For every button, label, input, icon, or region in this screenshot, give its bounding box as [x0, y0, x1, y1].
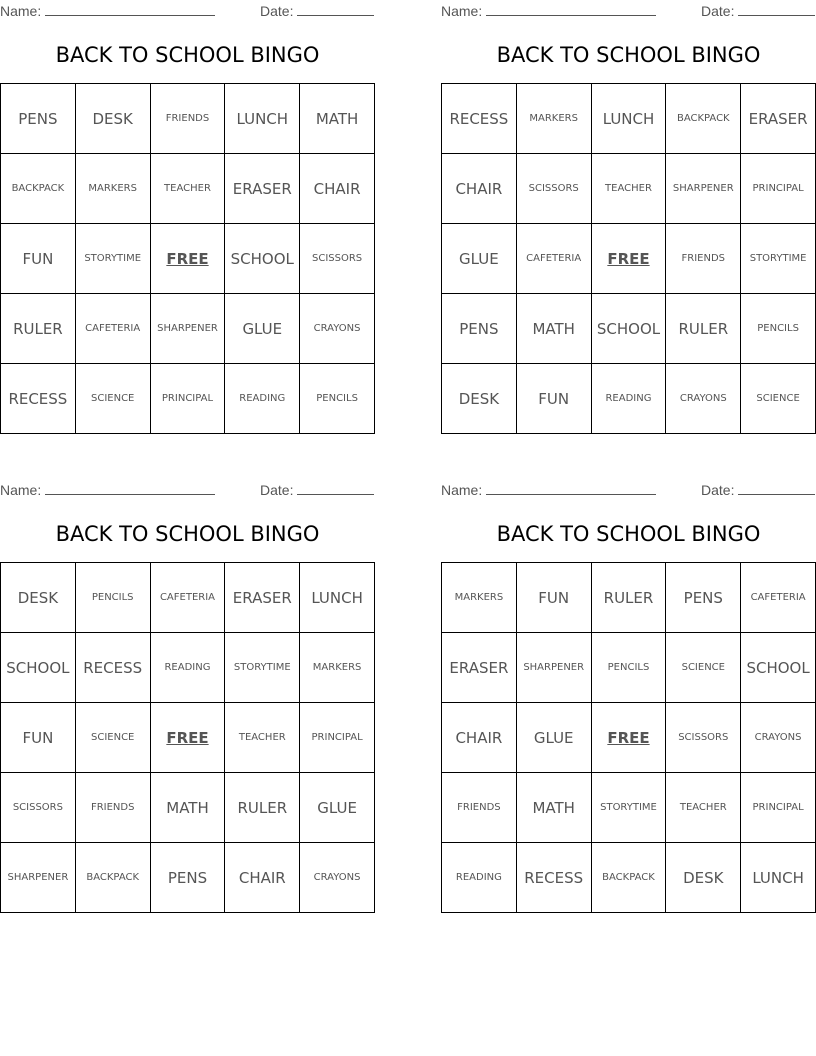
- bingo-cell: SCISSORS: [517, 154, 592, 224]
- bingo-cell: FRIENDS: [151, 84, 226, 154]
- bingo-cell: SCIENCE: [76, 703, 151, 773]
- bingo-cell: CRAYONS: [741, 703, 816, 773]
- bingo-cell: BACKPACK: [592, 843, 667, 913]
- bingo-cell: RULER: [225, 773, 300, 843]
- name-field: [441, 481, 656, 499]
- bingo-cell: CRAYONS: [666, 364, 741, 434]
- bingo-cell: CRAYONS: [300, 294, 375, 364]
- bingo-cell: SHARPENER: [151, 294, 226, 364]
- date-field: [701, 481, 815, 499]
- bingo-cell: PENCILS: [76, 563, 151, 633]
- date-label: Date:: [701, 482, 735, 498]
- bingo-cell: PRINCIPAL: [741, 773, 816, 843]
- bingo-cell: STORYTIME: [225, 633, 300, 703]
- bingo-cell: READING: [442, 843, 517, 913]
- name-label: Name:: [0, 482, 42, 498]
- bingo-cell: CAFETERIA: [517, 224, 592, 294]
- free-space-cell: FREE: [151, 224, 226, 294]
- bingo-cell: GLUE: [442, 224, 517, 294]
- bingo-cell: ERASER: [442, 633, 517, 703]
- bingo-cell: RECESS: [442, 84, 517, 154]
- bingo-cell: TEACHER: [592, 154, 667, 224]
- bingo-cell: READING: [225, 364, 300, 434]
- bingo-cell: DESK: [442, 364, 517, 434]
- bingo-grid: [0, 83, 375, 434]
- date-label: Date:: [701, 3, 735, 19]
- bingo-cell: FRIENDS: [666, 224, 741, 294]
- bingo-card-4: [441, 479, 816, 919]
- name-blank-line: [45, 482, 215, 495]
- bingo-cell: SCIENCE: [76, 364, 151, 434]
- bingo-cell: CHAIR: [300, 154, 375, 224]
- bingo-cell: DESK: [666, 843, 741, 913]
- bingo-cell: ERASER: [741, 84, 816, 154]
- bingo-cell: SCHOOL: [1, 633, 76, 703]
- bingo-cell: PENS: [1, 84, 76, 154]
- bingo-cell: LUNCH: [592, 84, 667, 154]
- bingo-cell: FUN: [517, 364, 592, 434]
- bingo-cell: SCHOOL: [225, 224, 300, 294]
- bingo-cell: MARKERS: [442, 563, 517, 633]
- date-blank-line: [738, 3, 815, 16]
- date-blank-line: [297, 482, 374, 495]
- bingo-cell: PENCILS: [741, 294, 816, 364]
- date-blank-line: [738, 482, 815, 495]
- bingo-cell: PENCILS: [592, 633, 667, 703]
- bingo-cell: RECESS: [517, 843, 592, 913]
- bingo-grid: [441, 562, 816, 913]
- bingo-cell: LUNCH: [225, 84, 300, 154]
- bingo-cell: RECESS: [1, 364, 76, 434]
- bingo-cell: STORYTIME: [741, 224, 816, 294]
- name-label: Name:: [0, 3, 42, 19]
- bingo-cell: RULER: [592, 563, 667, 633]
- bingo-cell: DESK: [1, 563, 76, 633]
- bingo-cell: FUN: [1, 224, 76, 294]
- bingo-cell: CHAIR: [442, 703, 517, 773]
- bingo-cell: CHAIR: [442, 154, 517, 224]
- bingo-cell: SHARPENER: [1, 843, 76, 913]
- bingo-cell: PENCILS: [300, 364, 375, 434]
- date-field: [260, 481, 374, 499]
- card-title: BACK TO SCHOOL BINGO: [496, 43, 761, 67]
- bingo-cell: SCIENCE: [666, 633, 741, 703]
- bingo-cell: BACKPACK: [1, 154, 76, 224]
- bingo-cell: RULER: [666, 294, 741, 364]
- bingo-cell: CAFETERIA: [76, 294, 151, 364]
- bingo-card-2: [441, 0, 816, 440]
- bingo-cell: GLUE: [225, 294, 300, 364]
- bingo-cell: FUN: [1, 703, 76, 773]
- card-title: BACK TO SCHOOL BINGO: [496, 522, 761, 546]
- bingo-cell: MARKERS: [76, 154, 151, 224]
- name-label: Name:: [441, 482, 483, 498]
- bingo-cell: CAFETERIA: [151, 563, 226, 633]
- bingo-cell: STORYTIME: [76, 224, 151, 294]
- bingo-cell: STORYTIME: [592, 773, 667, 843]
- bingo-cell: PENS: [151, 843, 226, 913]
- bingo-cell: PENS: [442, 294, 517, 364]
- bingo-card-1: [0, 0, 375, 440]
- bingo-cell: TEACHER: [225, 703, 300, 773]
- bingo-cell: SCISSORS: [1, 773, 76, 843]
- bingo-cell: PRINCIPAL: [151, 364, 226, 434]
- bingo-cell: SHARPENER: [666, 154, 741, 224]
- bingo-cell: PRINCIPAL: [741, 154, 816, 224]
- date-label: Date:: [260, 3, 294, 19]
- bingo-cell: MARKERS: [300, 633, 375, 703]
- name-field: [441, 2, 656, 20]
- free-space-cell: FREE: [151, 703, 226, 773]
- bingo-cell: SHARPENER: [517, 633, 592, 703]
- bingo-cell: RECESS: [76, 633, 151, 703]
- bingo-cell: MARKERS: [517, 84, 592, 154]
- bingo-cell: CRAYONS: [300, 843, 375, 913]
- bingo-grid: [0, 562, 375, 913]
- bingo-cell: SCISSORS: [300, 224, 375, 294]
- name-blank-line: [486, 3, 656, 16]
- card-title: BACK TO SCHOOL BINGO: [55, 43, 320, 67]
- name-label: Name:: [441, 3, 483, 19]
- bingo-cell: DESK: [76, 84, 151, 154]
- bingo-cell: LUNCH: [741, 843, 816, 913]
- bingo-cell: CAFETERIA: [741, 563, 816, 633]
- bingo-cell: MATH: [300, 84, 375, 154]
- bingo-cell: BACKPACK: [76, 843, 151, 913]
- bingo-cell: READING: [592, 364, 667, 434]
- bingo-cell: ERASER: [225, 154, 300, 224]
- date-label: Date:: [260, 482, 294, 498]
- bingo-cell: SCHOOL: [592, 294, 667, 364]
- name-field: [0, 481, 215, 499]
- name-blank-line: [486, 482, 656, 495]
- bingo-cell: RULER: [1, 294, 76, 364]
- card-title: BACK TO SCHOOL BINGO: [55, 522, 320, 546]
- bingo-cell: PENS: [666, 563, 741, 633]
- date-blank-line: [297, 3, 374, 16]
- bingo-cell: PRINCIPAL: [300, 703, 375, 773]
- bingo-cell: LUNCH: [300, 563, 375, 633]
- bingo-cell: TEACHER: [151, 154, 226, 224]
- free-space-cell: FREE: [592, 703, 667, 773]
- bingo-cell: FUN: [517, 563, 592, 633]
- bingo-cell: SCIENCE: [741, 364, 816, 434]
- bingo-cell: FRIENDS: [76, 773, 151, 843]
- bingo-cell: MATH: [151, 773, 226, 843]
- bingo-cell: READING: [151, 633, 226, 703]
- bingo-cell: FRIENDS: [442, 773, 517, 843]
- bingo-cell: GLUE: [300, 773, 375, 843]
- bingo-cell: ERASER: [225, 563, 300, 633]
- name-field: [0, 2, 215, 20]
- bingo-cell: SCISSORS: [666, 703, 741, 773]
- bingo-cell: CHAIR: [225, 843, 300, 913]
- bingo-cell: MATH: [517, 773, 592, 843]
- bingo-cell: MATH: [517, 294, 592, 364]
- bingo-card-3: [0, 479, 375, 919]
- name-blank-line: [45, 3, 215, 16]
- bingo-cell: SCHOOL: [741, 633, 816, 703]
- bingo-grid: [441, 83, 816, 434]
- bingo-cell: GLUE: [517, 703, 592, 773]
- bingo-cell: BACKPACK: [666, 84, 741, 154]
- bingo-cell: TEACHER: [666, 773, 741, 843]
- date-field: [260, 2, 374, 20]
- free-space-cell: FREE: [592, 224, 667, 294]
- date-field: [701, 2, 815, 20]
